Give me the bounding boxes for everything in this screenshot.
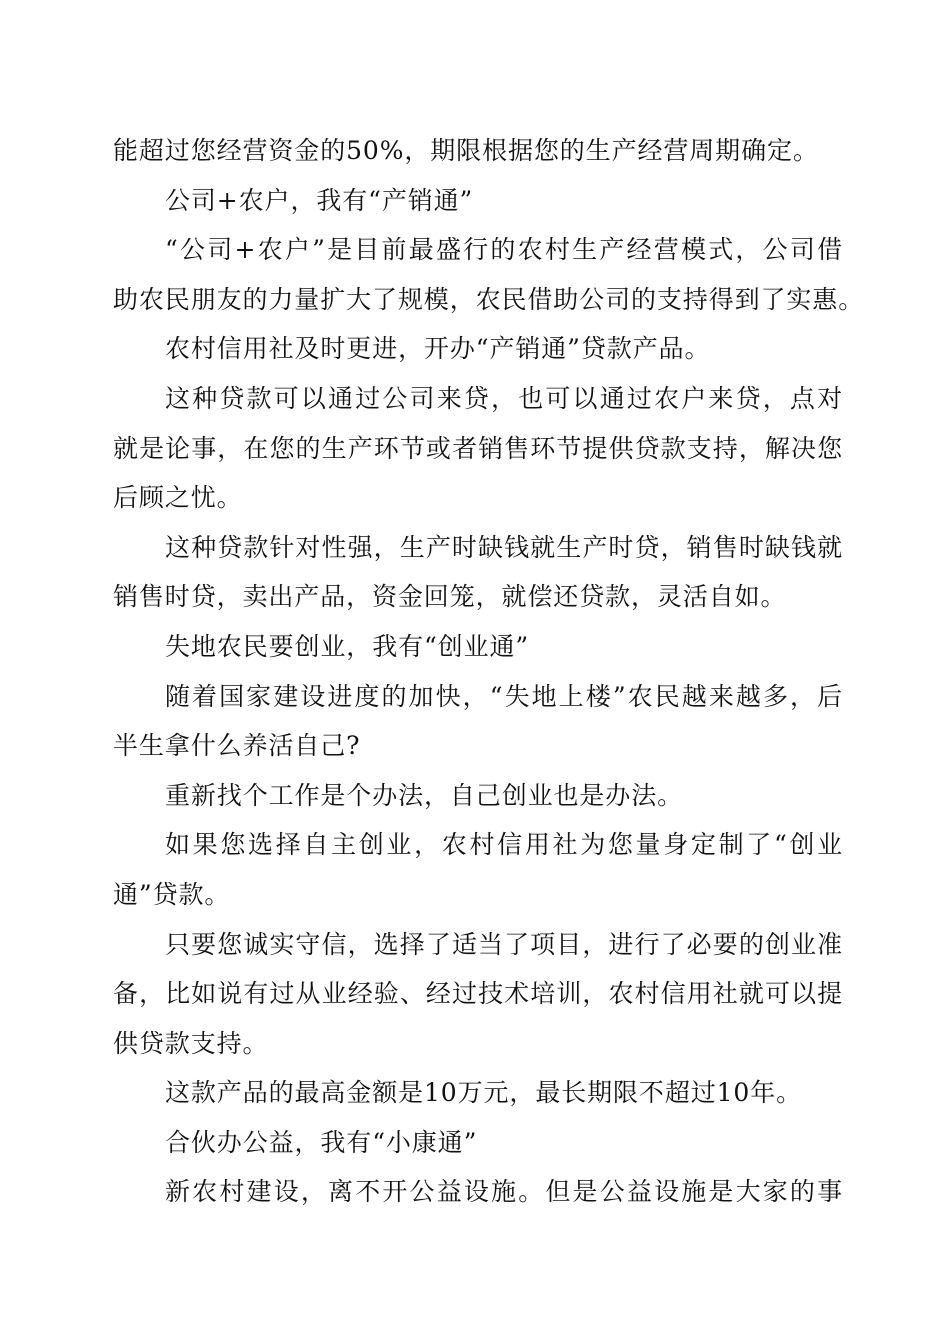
text-line: 就是论事，在您的生产环节或者销售环节提供贷款支持，解决您: [113, 433, 843, 463]
text-line: 助农民朋友的力量扩大了规模，农民借助公司的支持得到了实惠。: [113, 284, 865, 314]
section-heading: 失地农民要创业，我有“创业通”: [165, 631, 530, 661]
text-line: 通”贷款。: [113, 879, 231, 909]
text-line: 这种贷款可以通过公司来贷，也可以通过农户来贷，点对: [165, 383, 843, 413]
text-line: 新农村建设，离不开公益设施。但是公益设施是大家的事: [165, 1177, 843, 1207]
text-line: 这款产品的最高金额是10万元，最长期限不超过10年。: [165, 1078, 803, 1108]
text-line: 农村信用社及时更进，开办“产销通”贷款产品。: [165, 334, 711, 364]
text-line: 重新找个工作是个办法，自己创业也是办法。: [165, 780, 684, 810]
text-line: 销售时贷，卖出产品，资金回笼，就偿还贷款，灵活自如。: [113, 582, 787, 612]
text-line: “公司+农户”是目前最盛行的农村生产经营模式，公司借: [165, 235, 843, 265]
section-heading: 合伙办公益，我有“小康通”: [165, 1127, 478, 1157]
text-line: 能超过您经营资金的50%，期限根据您的生产经营周期确定。: [113, 136, 819, 165]
section-heading: 公司+农户，我有“产销通”: [165, 185, 474, 215]
document-body: [113, 126, 865, 1217]
text-line: 后顾之忧。: [113, 483, 243, 513]
text-line: 供贷款支持。: [113, 1028, 269, 1058]
text-line: 只要您诚实守信，选择了适当了项目，进行了必要的创业准: [165, 929, 843, 959]
text-line: 半生拿什么养活自己?: [113, 731, 361, 761]
text-line: 这种贷款针对性强，生产时缺钱就生产时贷，销售时缺钱就: [165, 532, 843, 562]
text-line: 备，比如说有过从业经验、经过技术培训，农村信用社就可以提: [113, 979, 843, 1009]
text-line: 随着国家建设进度的加快，“失地上楼”农民越来越多，后: [165, 681, 843, 711]
text-line: 如果您选择自主创业，农村信用社为您量身定制了“创业: [165, 830, 843, 860]
